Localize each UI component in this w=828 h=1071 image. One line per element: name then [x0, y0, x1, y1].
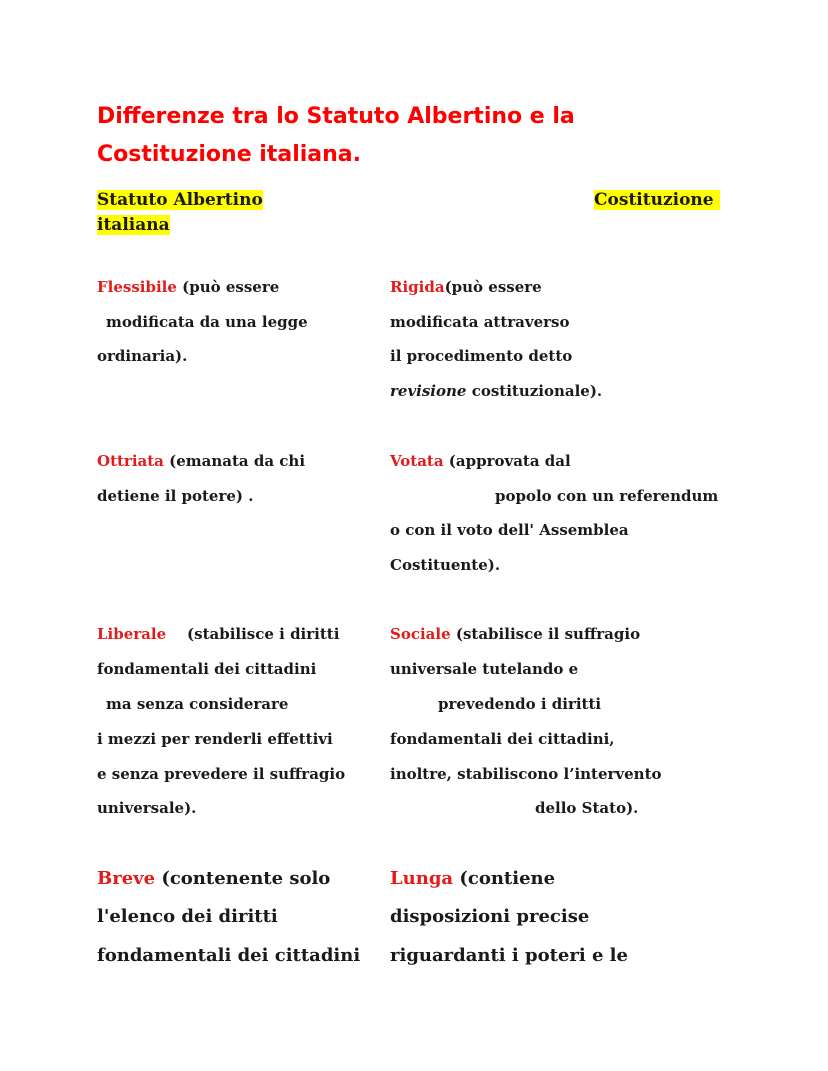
row-3-right-line-1 [390, 624, 640, 644]
row-2-left-text-1: (emanata da chi [163, 452, 306, 470]
row-1-right-italic: revisione [390, 382, 467, 400]
row-3-right-keyword: Sociale [390, 625, 451, 643]
row-2-left-line-1 [97, 451, 305, 471]
row-2-right-line-4: Costituente). [390, 556, 501, 574]
row-4-right-keyword: Lunga [390, 868, 454, 889]
row-1-right-line-4 [390, 381, 602, 401]
row-3-right-text-1: (stabilisce il suffragio [450, 625, 641, 643]
row-1-right-line-2: modificata attraverso [390, 313, 570, 331]
row-3-right-line-6: dello Stato). [535, 799, 639, 817]
row-1-left-line-3: ordinaria). [97, 347, 188, 365]
row-2-right-line-3: o con il voto dell' Assemblea [390, 521, 629, 539]
row-3-left-line-3: ma senza considerare [106, 695, 289, 713]
header-continuation-label: italiana [97, 215, 170, 235]
row-2-left-line-2: detiene il potere) . [97, 487, 254, 505]
header-left [97, 188, 263, 213]
row-3-left-line-6: universale). [97, 799, 197, 817]
row-4-right-text-1: (contiene [453, 868, 556, 889]
row-3-right-line-2: universale tutelando e [390, 660, 579, 678]
row-4-left-line-3: fondamentali dei cittadini [97, 945, 361, 966]
row-4-left-line-1 [97, 867, 330, 891]
row-1-right-line-1 [390, 277, 542, 297]
row-1-right-line-3: il procedimento detto [390, 347, 573, 365]
row-3-left-text-1: (stabilisce i diritti [166, 625, 340, 643]
document-title: Differenze tra lo Statuto Albertino e la Costituzione italiana. [97, 104, 575, 167]
row-3-left-line-5: e senza prevedere il suffragio [97, 765, 346, 783]
row-4-left-line-2: l'elenco dei diritti [97, 906, 278, 927]
row-4-left-keyword: Breve [97, 868, 156, 889]
row-2-right-text-1: (approvata dal [443, 452, 571, 470]
row-2-right-keyword: Votata [390, 452, 444, 470]
header-continuation [97, 213, 170, 238]
header-right-highlight-tail [714, 190, 720, 210]
header-right-label: Costituzione [594, 190, 714, 210]
row-3-left-line-1 [97, 624, 339, 644]
row-3-right-line-3: prevedendo i diritti [438, 695, 602, 713]
row-3-left-line-4: i mezzi per renderli effettivi [97, 730, 333, 748]
row-2-left-keyword: Ottriata [97, 452, 164, 470]
row-1-left-text-1: (può essere [176, 278, 280, 296]
row-1-left-line-1 [97, 277, 279, 297]
row-4-right-line-2: disposizioni precise [390, 906, 590, 927]
row-4-right-line-3: riguardanti i poteri e le [390, 945, 628, 966]
row-4-right-line-1 [390, 867, 555, 891]
row-3-left-keyword: Liberale [97, 625, 167, 643]
row-1-right-text-1: (può essere [444, 278, 542, 296]
row-3-left-line-2: fondamentali dei cittadini [97, 660, 317, 678]
row-1-left-line-2: modificata da una legge [106, 313, 308, 331]
row-1-left-keyword: Flessibile [97, 278, 177, 296]
header-right [594, 188, 720, 213]
row-3-right-line-4: fondamentali dei cittadini, [390, 730, 615, 748]
row-2-right-line-2: popolo con un referendum [495, 487, 719, 505]
row-1-right-keyword: Rigida [390, 278, 445, 296]
row-2-right-line-1 [390, 451, 571, 471]
row-1-right-tail: costituzionale). [466, 382, 603, 400]
row-3-right-line-5: inoltre, stabiliscono l’intervento [390, 765, 662, 783]
header-left-label: Statuto Albertino [97, 190, 263, 210]
row-4-left-text-1: (contenente solo [155, 868, 331, 889]
